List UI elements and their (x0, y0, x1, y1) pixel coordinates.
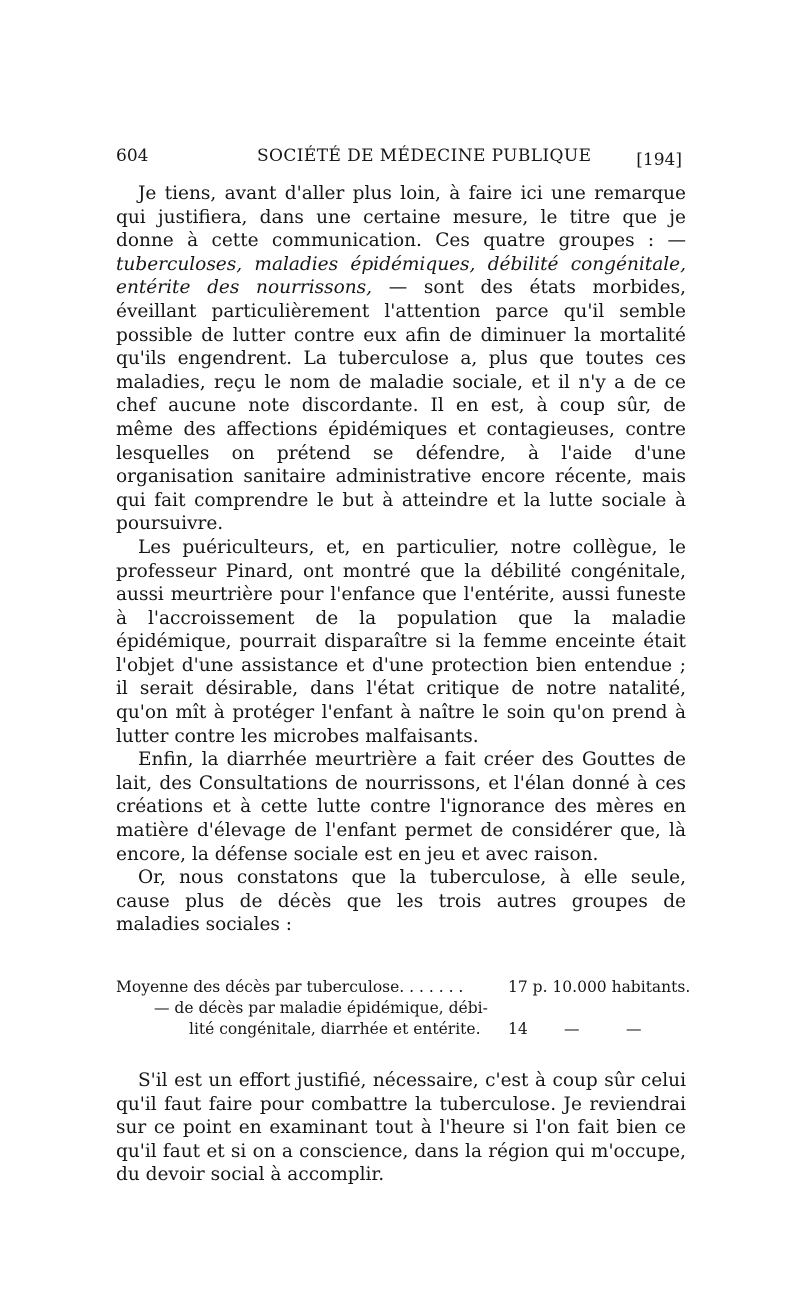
ditto-mark: — (564, 1020, 580, 1038)
paragraph-1-italic-list: tuberculoses, maladies épidémiques, débilité congénitale, entérite des nourrissons, (116, 253, 686, 299)
paragraph-4: Or, nous constatons que la tuberculose, à elle seule, cause plus de décès que les trois autres groupes de maladies sociales : (116, 867, 686, 936)
paragraph-1 (116, 182, 686, 536)
paragraph-3: Enfin, la diarrhée meurtrière a fait créer des Gouttes de lait, des Consultations de nourrissons, et l'élan donné à ces créations et à cette lutte contre l'ignorance des mères en matière d'élevage de l'enfant permet de considérer que, là encore, la défense sociale est en jeu et avec raison. (116, 749, 686, 865)
stats-row-1-label: Moyenne des décès par tuberculose. . . . . . . (116, 978, 464, 996)
paragraph-2: Les puériculteurs, et, en particulier, notre collègue, le professeur Pinard, ont montré que la débilité congénitale, aussi meurtrière pour l'enfance que l'entérite, aussi funeste à l'accroissement de la population que la maladie épidémique, pourrait disparaître si la femme enceinte était l'objet d'une assistance et d'une protection bien entendue ; il serait désirable, dans l'état critique de notre natalité, qu'on mît à protéger l'enfant à naître le soin qu'on prend à lutter contre les microbes malfaisants. (116, 536, 686, 747)
page-number: 604 (116, 146, 149, 166)
paragraph-1-text-c: — sont des états morbides, éveillant particulièrement l'attention parce qu'il semble possible de lutter contre eux afin de diminuer la mortalité qu'ils engendrent. La tuberculose a, plus que toutes ces maladies, reçu le nom de maladie sociale, et il n'y a de ce chef aucune note discordante. Il en est, à coup sûr, de même des affections épidémiques et contagieuses, contre lesquelles on prétend se défendre, à l'aide d'une organisation sanitaire administrative encore récente, mais qui fait comprendre le but à atteindre et la lutte sociale à poursuivre. (116, 277, 686, 535)
paragraph-5: S'il est un effort justifié, nécessaire, c'est à coup sûr celui qu'il faut faire pour combattre la tuberculose. Je reviendrai sur ce point en examinant tout à l'heure si l'on fait bien ce qu'il faut et si on a conscience, dans la région qui m'occupe, du devoir social à accomplir. (116, 1070, 686, 1186)
page-header (116, 146, 686, 168)
mortality-table (116, 977, 691, 1043)
stats-row-2-label: — de décès par maladie épidémique, débi- (154, 999, 488, 1017)
stats-row-3-value: 14 (508, 1020, 528, 1038)
paragraph-1-text-a: Je tiens, avant d'aller plus loin, à faire ici une remarque qui justifiera, dans une certaine mesure, le titre que je donne à cette communication. Ces quatre groupes : — (116, 183, 686, 252)
stats-row-3-label: lité congénitale, diarrhée et entérite. (189, 1020, 481, 1038)
stats-row-1-value: 17 p. 10.000 habitants. (508, 978, 691, 996)
running-title: SOCIÉTÉ DE MÉDECINE PUBLIQUE (257, 146, 592, 166)
bracket-page-number: [194] (636, 150, 682, 170)
ditto-mark: — (626, 1020, 642, 1038)
book-page (116, 146, 691, 1187)
